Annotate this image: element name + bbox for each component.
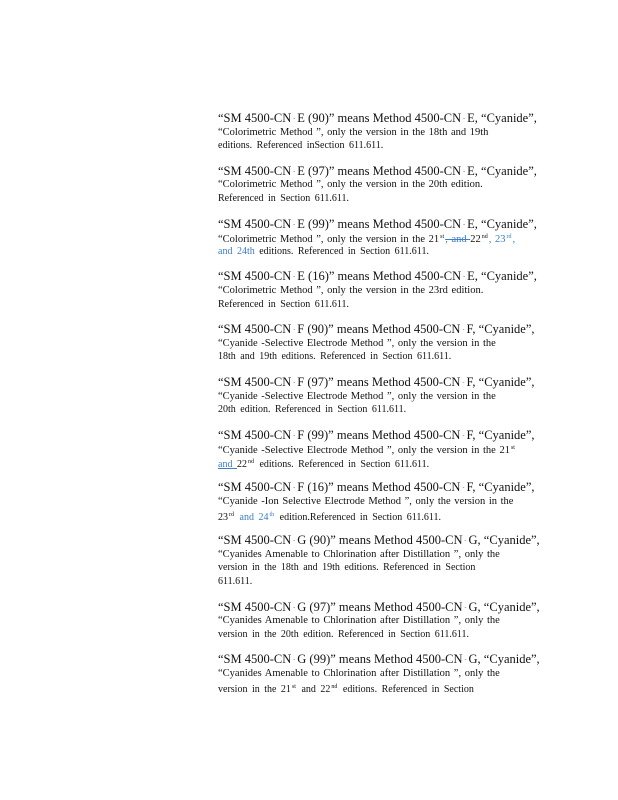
citation-text: “SM 4500-CN — [218, 427, 292, 442]
reference-text: Referenced in Section 611.611. — [218, 298, 350, 310]
minus-superscript: - — [463, 221, 466, 228]
ordinal-superscript: st — [440, 234, 445, 241]
citation-text: F, “Cyanide”, — [466, 427, 535, 442]
reference-text: editions. Referenced in Section 611.611. — [254, 458, 430, 470]
definition-reference — [218, 403, 544, 417]
minus-superscript: - — [293, 116, 296, 122]
reference-text: edition.Referenced in Section 611.611. — [275, 511, 441, 523]
definition-body — [218, 548, 544, 562]
definition-reference — [218, 509, 544, 523]
citation-text: F (16)” means Method 4500-CN — [297, 480, 461, 495]
inserted-text: and — [218, 458, 237, 470]
ordinal-superscript: nd — [247, 458, 254, 465]
definition-sm-4500-cn-e-90 — [218, 112, 544, 153]
body-text: “Cyanides Amenable to Chlorination after Distillation ”, only the — [218, 548, 500, 560]
minus-superscript: - — [293, 274, 296, 281]
body-text: “Colorimetric Method ”, only the version in the 23rd edition. — [218, 284, 484, 296]
definition-reference — [218, 139, 544, 153]
reference-text: 18th and 19th editions. Referenced in Section 611.611. — [218, 351, 452, 363]
minus-superscript: - — [463, 168, 466, 175]
citation-text: “SM 4500-CN — [218, 322, 292, 337]
definition-body — [218, 442, 544, 456]
definition-body — [218, 561, 544, 575]
body-text: “Colorimetric Method ”, only the version in the 21 — [218, 234, 440, 246]
citation-text: F (90)” means Method 4500-CN — [297, 322, 461, 337]
citation-text: E, “Cyanide”, — [467, 111, 537, 125]
citation-text: E (90)” means Method 4500-CN — [297, 111, 462, 125]
minus-superscript: - — [293, 432, 296, 439]
ordinal-superscript: st — [291, 683, 296, 690]
definition-sm-4500-cn-g-99 — [218, 653, 544, 694]
citation-text: G (97)” means Method 4500-CN — [297, 599, 463, 614]
citation-text: F, “Cyanide”, — [466, 480, 535, 495]
body-text: “Cyanide -Selective Electrode Method ”, only the version in the — [218, 390, 496, 402]
citation-text: “SM 4500-CN — [218, 269, 292, 284]
reference-text: 611.611. — [218, 576, 253, 588]
body-text: “Cyanides Amenable to Chlorination after Distillation ”, only the — [218, 668, 500, 679]
minus-superscript: - — [293, 485, 296, 492]
definition-heading — [218, 429, 544, 443]
minus-superscript: - — [293, 221, 296, 228]
definition-sm-4500-cn-e-16 — [218, 270, 544, 311]
reference-text: 22 — [236, 458, 247, 470]
minus-superscript: - — [463, 116, 466, 122]
deleted-text: , and — [445, 234, 471, 246]
minus-superscript: - — [464, 657, 467, 664]
ordinal-superscript: th — [269, 511, 275, 518]
body-text: “Colorimetric Method ”, only the version in the 20th edition. — [218, 179, 483, 191]
body-text: “Cyanides Amenable to Chlorination after Distillation ”, only the — [218, 615, 500, 627]
definition-sm-4500-cn-g-90 — [218, 534, 544, 588]
citation-text: E (97)” means Method 4500-CN — [297, 163, 462, 178]
definition-reference — [218, 350, 544, 364]
definition-sm-4500-cn-f-99 — [218, 429, 544, 470]
citation-text: F, “Cyanide”, — [466, 322, 535, 337]
inserted-text: , 23 — [488, 234, 506, 246]
definition-reference — [218, 298, 544, 312]
minus-superscript: - — [462, 432, 465, 439]
reference-text: 23 — [218, 511, 228, 523]
minus-superscript: - — [462, 327, 465, 334]
definition-heading — [218, 601, 544, 615]
definition-reference — [218, 681, 544, 695]
citation-text: “SM 4500-CN — [218, 111, 292, 125]
inserted-text: and 24 — [235, 511, 269, 523]
definition-body — [218, 178, 544, 192]
definition-heading — [218, 323, 544, 337]
definition-heading — [218, 165, 544, 179]
citation-text: G, “Cyanide”, — [468, 599, 540, 614]
definition-heading — [218, 653, 544, 667]
citation-text: E, “Cyanide”, — [467, 216, 537, 231]
citation-text: F, “Cyanide”, — [466, 374, 535, 389]
minus-superscript: - — [462, 485, 465, 492]
citation-text: “SM 4500-CN — [218, 216, 292, 231]
inserted-text: , — [512, 234, 516, 246]
inserted-text: and 24th — [218, 245, 255, 257]
citation-text: “SM 4500-CN — [218, 480, 292, 495]
body-text: “Colorimetric Method ”, only the version in the 18th and 19th — [218, 126, 489, 138]
definition-body — [218, 284, 544, 298]
minus-superscript: - — [293, 327, 296, 334]
definition-sm-4500-cn-f-16 — [218, 481, 544, 522]
citation-text: F (97)” means Method 4500-CN — [297, 374, 461, 389]
body-text: 22 — [470, 234, 481, 246]
minus-superscript: - — [464, 604, 467, 611]
citation-text: “SM 4500-CN — [218, 374, 292, 389]
definition-reference — [218, 245, 544, 259]
ordinal-superscript: nd — [481, 234, 488, 241]
definition-sm-4500-cn-g-97 — [218, 601, 544, 642]
body-text: “Cyanide -Selective Electrode Method ”, only the version in the 21 — [218, 445, 510, 457]
reference-text: Referenced in Section 611.611. — [218, 192, 350, 204]
ordinal-superscript: nd — [331, 683, 338, 690]
minus-superscript: - — [293, 379, 296, 386]
definition-heading — [218, 376, 544, 390]
body-text: version in the 18th and 19th editions. Referenced in Section — [218, 562, 476, 574]
ordinal-superscript: rd — [506, 234, 512, 241]
definition-heading — [218, 112, 544, 126]
reference-text: version in the 20th edition. Referenced in Section 611.611. — [218, 628, 470, 640]
definition-body — [218, 390, 544, 404]
citation-text: G, “Cyanide”, — [468, 533, 540, 548]
citation-text: E, “Cyanide”, — [467, 163, 537, 178]
definition-body — [218, 337, 544, 351]
definition-body — [218, 126, 544, 140]
citation-text: “SM 4500-CN — [218, 163, 292, 178]
citation-text: “SM 4500-CN — [218, 652, 292, 667]
citation-text: G, “Cyanide”, — [468, 652, 540, 667]
definition-reference — [218, 192, 544, 206]
citation-text: E (99)” means Method 4500-CN — [297, 216, 462, 231]
minus-superscript: - — [293, 657, 296, 664]
definition-reference — [218, 628, 544, 642]
citation-text: G (99)” means Method 4500-CN — [297, 652, 463, 667]
definition-heading — [218, 270, 544, 284]
ordinal-superscript: rd — [229, 511, 234, 518]
reference-text: editions. Referenced inSection 611.611. — [218, 140, 384, 152]
minus-superscript: - — [293, 604, 296, 611]
definition-body — [218, 231, 544, 245]
definitions-column — [218, 112, 544, 706]
citation-text: E, “Cyanide”, — [467, 269, 537, 284]
citation-text: G (90)” means Method 4500-CN — [297, 533, 463, 548]
definition-sm-4500-cn-e-97 — [218, 165, 544, 206]
minus-superscript: - — [293, 168, 296, 175]
reference-text: editions. Referenced in Section — [338, 683, 474, 695]
definition-sm-4500-cn-f-97 — [218, 376, 544, 417]
definition-body — [218, 667, 544, 681]
definition-heading — [218, 218, 544, 232]
reference-text: 20th edition. Referenced in Section 611.611. — [218, 404, 407, 416]
definition-heading — [218, 481, 544, 495]
body-text: “Cyanide -Ion Selective Electrode Method ”, only the version in the — [218, 496, 514, 508]
definition-body — [218, 495, 544, 509]
definition-body — [218, 614, 544, 628]
definition-reference — [218, 575, 544, 589]
minus-superscript: - — [463, 274, 466, 281]
reference-text: and 22 — [296, 683, 331, 695]
definition-heading — [218, 534, 544, 548]
minus-superscript: - — [293, 538, 296, 545]
definition-sm-4500-cn-e-99 — [218, 218, 544, 259]
minus-superscript: - — [462, 379, 465, 386]
body-text: “Cyanide -Selective Electrode Method ”, only the version in the — [218, 337, 496, 349]
citation-text: “SM 4500-CN — [218, 533, 292, 548]
definition-sm-4500-cn-f-90 — [218, 323, 544, 364]
citation-text: “SM 4500-CN — [218, 599, 292, 614]
reference-text: version in the 21 — [218, 683, 291, 695]
ordinal-superscript: st — [510, 445, 515, 452]
reference-text: editions. Referenced in Section 611.611. — [254, 245, 429, 257]
minus-superscript: - — [464, 538, 467, 545]
definition-reference — [218, 456, 544, 470]
citation-text: F (99)” means Method 4500-CN — [297, 427, 461, 442]
citation-text: E (16)” means Method 4500-CN — [297, 269, 462, 284]
